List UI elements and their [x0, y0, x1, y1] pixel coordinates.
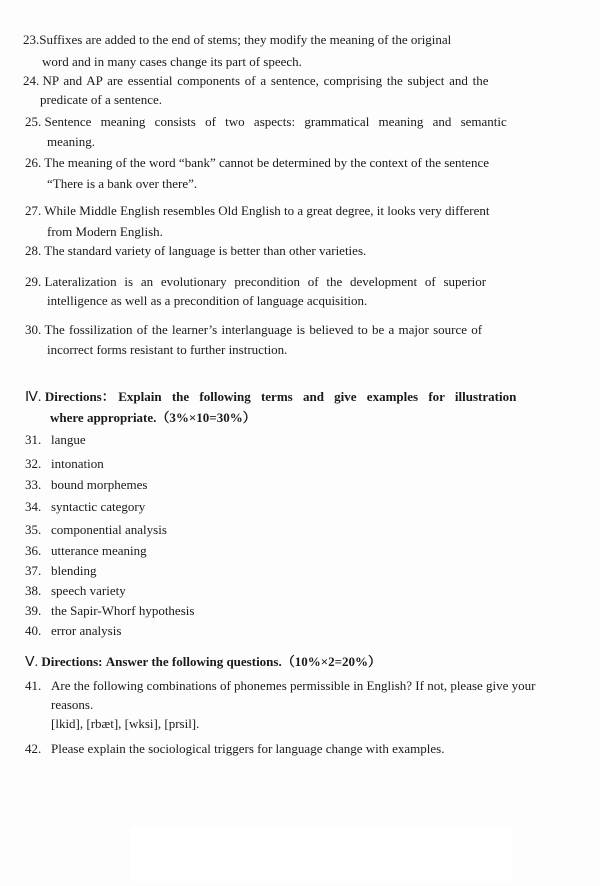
- question-42: [25, 741, 444, 757]
- statement-26: [25, 155, 489, 171]
- statement-28: [25, 243, 366, 259]
- term-text: the Sapir-Whorf hypothesis: [51, 603, 195, 618]
- statement-26-cont: “There is a bank over there”.: [47, 176, 198, 191]
- statement-30: [25, 322, 482, 338]
- term-text: speech variety: [51, 583, 126, 598]
- term-number: 34.: [25, 499, 42, 514]
- term-item: [25, 563, 97, 579]
- term-text: langue: [51, 432, 86, 447]
- section-4-heading: [25, 389, 516, 406]
- statement-number: 23.: [23, 32, 40, 47]
- term-number: 37.: [25, 563, 42, 578]
- statement-23: [23, 32, 451, 48]
- statement-number: 29.: [25, 274, 42, 289]
- section-5-numeral: Ⅴ.: [25, 655, 39, 670]
- question-41-phonemes: [lkid], [rbæt], [wksi], [prsil].: [51, 716, 200, 731]
- question-number: 41.: [25, 678, 42, 693]
- section-5-heading: [25, 654, 381, 671]
- question-41-cont: reasons.: [51, 697, 94, 712]
- term-item: [25, 583, 126, 599]
- statement-number: 27.: [25, 203, 42, 218]
- statement-24: [23, 73, 489, 89]
- statement-text: NP and AP are essential components of a sentence, comprising the subject and the: [42, 73, 489, 88]
- statement-number: 30.: [25, 322, 42, 337]
- statement-text: The standard variety of language is better than other varieties.: [44, 243, 367, 258]
- term-item: [25, 543, 147, 559]
- statement-number: 28.: [25, 243, 42, 258]
- term-text: error analysis: [51, 623, 122, 638]
- statement-24-cont: predicate of a sentence.: [40, 92, 162, 107]
- section-4-directions-cont: where appropriate.（3%×10=30%）: [50, 410, 256, 425]
- statement-number: 24.: [23, 73, 40, 88]
- term-number: 38.: [25, 583, 42, 598]
- statement-27: [25, 203, 490, 219]
- statement-23-cont: word and in many cases change its part of speech.: [42, 54, 302, 69]
- statement-number: 26.: [25, 155, 42, 170]
- statement-text: While Middle English resembles Old English to a great degree, it looks very different: [44, 203, 490, 218]
- term-text: bound morphemes: [51, 477, 148, 492]
- term-item: [25, 456, 104, 472]
- statement-30-cont: incorrect forms resistant to further instruction.: [47, 342, 288, 357]
- statement-25-cont: meaning.: [47, 134, 96, 149]
- term-item: [25, 603, 194, 619]
- term-number: 31.: [25, 432, 42, 447]
- question-text: Please explain the sociological triggers for language change with examples.: [51, 741, 445, 756]
- term-item: [25, 522, 167, 538]
- statement-text: Suffixes are added to the end of stems; they modify the meaning of the original: [39, 32, 452, 47]
- section-4-numeral: Ⅳ.: [25, 390, 42, 405]
- term-number: 33.: [25, 477, 42, 492]
- statement-text: Lateralization is an evolutionary precondition of the development of superior: [44, 274, 487, 289]
- question-number: 42.: [25, 741, 42, 756]
- term-number: 35.: [25, 522, 42, 537]
- section-5-directions-label: Directions:: [41, 654, 103, 669]
- question-41: [25, 678, 536, 694]
- term-item: [25, 623, 121, 639]
- statement-text: The meaning of the word “bank” cannot be determined by the context of the sentence: [44, 155, 489, 170]
- term-number: 32.: [25, 456, 42, 471]
- statement-29: [25, 274, 486, 290]
- statement-text: The fossilization of the learner’s interlanguage is believed to be a major source of: [44, 322, 483, 337]
- term-text: syntactic category: [51, 499, 146, 514]
- blank-answer-area: [130, 826, 512, 882]
- statement-27-cont: from Modern English.: [47, 224, 163, 239]
- term-item: [25, 477, 147, 493]
- term-number: 40.: [25, 623, 42, 638]
- term-text: componential analysis: [51, 522, 167, 537]
- term-text: utterance meaning: [51, 543, 147, 558]
- term-number: 39.: [25, 603, 42, 618]
- statement-text: Sentence meaning consists of two aspects: grammatical meaning and semantic: [44, 114, 507, 129]
- term-text: blending: [51, 563, 97, 578]
- statement-25: [25, 114, 507, 130]
- term-item: [25, 499, 145, 515]
- statement-29-cont: intelligence as well as a precondition of language acquisition.: [47, 293, 368, 308]
- statement-number: 25.: [25, 114, 42, 129]
- term-item: [25, 432, 86, 448]
- section-4-directions-label: Directions：: [44, 389, 115, 404]
- section-5-directions-text: Answer the following questions.（10%×2=20%）: [105, 654, 382, 669]
- question-text: Are the following combinations of phonemes permissible in English? If not, please give your: [51, 678, 536, 693]
- section-4-directions-text: Explain the following terms and give examples for illustration: [118, 389, 517, 404]
- term-number: 36.: [25, 543, 42, 558]
- term-text: intonation: [51, 456, 104, 471]
